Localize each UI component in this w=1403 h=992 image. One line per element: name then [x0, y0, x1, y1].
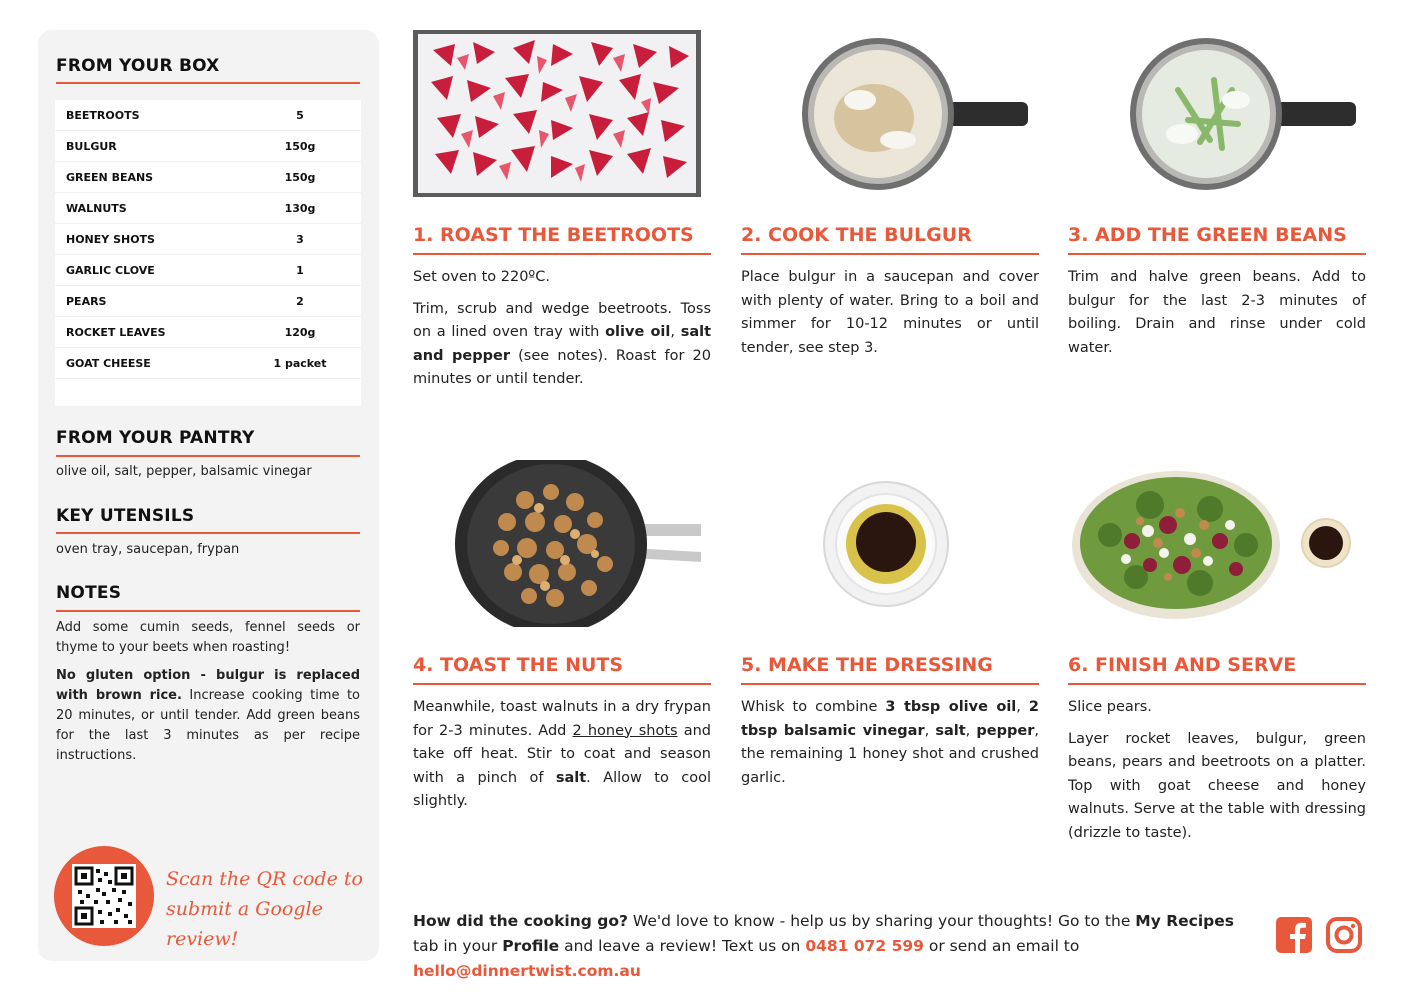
step-4-text: . Allow to cool slightly. [413, 769, 711, 809]
step-4-rule [413, 683, 711, 685]
bulgur-saucepan-image [790, 30, 1030, 197]
pantry-text: olive oil, salt, pepper, balsamic vinegar [56, 464, 312, 479]
table-row [55, 348, 361, 379]
table-row [55, 224, 361, 255]
step-6-body [1068, 696, 1366, 853]
ingredient-name: HONEY SHOTS [66, 232, 155, 246]
step-2-body [741, 266, 1039, 368]
pantry-heading: FROM YOUR PANTRY [56, 428, 255, 448]
step-4-text: and take off heat. Stir to coat and season with a pinch of [413, 722, 711, 786]
ingredient-name: GOAT CHEESE [66, 356, 151, 370]
ingredient-qty: 120g [284, 325, 316, 339]
notes-gluten-detail: Increase cooking time to 20 minutes, or until tender. Add green beans for the last 3 minutes as per recipe instructions. [56, 688, 360, 763]
notes-heading-rule [56, 610, 360, 612]
step-1-text: Trim, scrub and wedge beetroots. Toss on a lined oven tray with [413, 300, 711, 340]
step-3-title: 3. ADD THE GREEN BEANS [1068, 224, 1347, 246]
footer-phone-link[interactable]: 0481 072 599 [805, 937, 924, 955]
step-1-paragraph-2 [413, 298, 711, 392]
step-5-rule [741, 683, 1039, 685]
ingredient-qty: 2 [296, 294, 304, 308]
step-5-body [741, 696, 1039, 798]
qr-code-icon[interactable] [72, 864, 136, 928]
step-5-text: Whisk to combine [741, 699, 886, 715]
step-1-olive-oil: olive oil [605, 324, 671, 340]
notes-gluten-option: No gluten option - bulgur is replaced with brown rice. [56, 668, 360, 703]
utensils-heading-rule [56, 532, 360, 534]
notes-text [56, 618, 360, 774]
step-6-paragraph-1: Slice pears. [1068, 699, 1152, 715]
step-5-olive-oil: 3 tbsp olive oil [885, 699, 1017, 715]
qr-caption-line-2: submit a Google review! [166, 898, 323, 950]
step-5-title: 5. MAKE THE DRESSING [741, 654, 993, 676]
step-4-paragraph-1 [413, 696, 711, 814]
footer-email-link[interactable]: hello@dinnertwist.com.au [413, 962, 641, 980]
step-5-pepper: pepper [976, 722, 1035, 739]
ingredient-qty: 3 [296, 232, 304, 246]
step-4-text: Meanwhile, toast walnuts in a dry frypan for 2-3 minutes. Add [413, 699, 711, 739]
step-5-salt: salt [935, 722, 966, 739]
table-row [55, 193, 361, 224]
ingredient-name: WALNUTS [66, 201, 127, 215]
step-1-title: 1. ROAST THE BEETROOTS [413, 224, 694, 246]
ingredient-qty: 150g [284, 139, 316, 153]
step-5-text: , the remaining 1 honey shot and crushed garlic. [741, 722, 1039, 786]
step-4-body [413, 696, 711, 822]
step-3-rule [1068, 253, 1366, 255]
step-2-title: 2. COOK THE BULGUR [741, 224, 972, 246]
box-heading-rule [56, 82, 360, 84]
box-heading: FROM YOUR BOX [56, 56, 220, 76]
table-row [55, 286, 361, 317]
notes-paragraph-1: Add some cumin seeds, fennel seeds or thyme to your beets when roasting! [56, 620, 360, 655]
ingredient-name: PEARS [66, 294, 107, 308]
notes-heading: NOTES [56, 583, 122, 603]
step-5-balsamic: 2 tbsp balsamic vinegar [741, 699, 1039, 739]
table-row [55, 162, 361, 193]
review-footer [413, 909, 1263, 984]
ingredient-name: GARLIC CLOVE [66, 263, 155, 277]
step-1-salt-pepper: salt and pepper [413, 324, 712, 364]
utensils-heading: KEY UTENSILS [56, 506, 195, 526]
step-4-salt: salt [555, 769, 587, 786]
step-1-paragraph-1: Set oven to 220ºC. [413, 269, 550, 285]
ingredient-name: ROCKET LEAVES [66, 325, 166, 339]
step-5-text: , [924, 722, 936, 739]
step-2-paragraph-1: Place bulgur in a saucepan and cover with plenty of water. Bring to a boil and simmer for 10-12 minutes or until tender, see step 3. [741, 269, 1039, 356]
step-1-rule [413, 253, 711, 255]
footer-question: How did the cooking go? [413, 912, 628, 930]
green-beans-saucepan-image [1118, 30, 1358, 197]
step-4-honey-shots: 2 honey shots [572, 722, 678, 739]
step-5-text: , [1016, 699, 1029, 715]
facebook-icon[interactable] [1275, 916, 1313, 954]
qr-caption-line-1: Scan the QR code to [166, 868, 363, 890]
ingredient-qty: 5 [296, 108, 304, 122]
qr-badge[interactable] [54, 846, 154, 946]
ingredient-name: BULGUR [66, 139, 117, 153]
footer-text: or send an email to [923, 937, 1080, 955]
sidebar [38, 30, 379, 961]
step-6-title: 6. FINISH AND SERVE [1068, 654, 1297, 676]
utensils-text: oven tray, saucepan, frypan [56, 542, 240, 557]
table-row [55, 317, 361, 348]
footer-text: tab in your [413, 937, 503, 955]
step-5-text: , [965, 722, 977, 739]
ingredient-qty: 1 [296, 263, 304, 277]
instagram-icon[interactable] [1325, 916, 1363, 954]
footer-text: We'd love to know - help us by sharing your thoughts! Go to the [627, 912, 1136, 930]
beetroots-tray-image [413, 30, 701, 197]
ingredient-qty: 130g [284, 201, 316, 215]
step-1-text: (see notes). Roast for 20 minutes or until tender. [413, 347, 711, 387]
step-4-title: 4. TOAST THE NUTS [413, 654, 624, 676]
dressing-bowl-image [822, 480, 950, 608]
step-6-rule [1068, 683, 1366, 685]
table-row [55, 255, 361, 286]
step-5-paragraph-1 [741, 696, 1039, 790]
table-row [55, 100, 361, 131]
pantry-heading-rule [56, 455, 360, 457]
step-1-text: , [670, 324, 681, 340]
ingredients-table [55, 100, 361, 406]
table-row [55, 131, 361, 162]
ingredient-name: GREEN BEANS [66, 170, 154, 184]
footer-profile: Profile [502, 937, 560, 955]
walnuts-frypan-image [455, 460, 701, 627]
notes-paragraph-2 [56, 666, 360, 766]
ingredient-name: BEETROOTS [66, 108, 140, 122]
step-1-body [413, 266, 711, 400]
step-3-paragraph-1: Trim and halve green beans. Add to bulgur for the last 2-3 minutes of boiling. Drain and rinse under cold water. [1068, 269, 1366, 356]
ingredient-qty: 150g [284, 170, 316, 184]
ingredient-qty: 1 packet [273, 356, 327, 370]
step-3-body [1068, 266, 1366, 368]
footer-my-recipes: My Recipes [1135, 912, 1234, 930]
qr-caption [166, 864, 379, 954]
step-2-rule [741, 253, 1039, 255]
step-6-paragraph-2: Layer rocket leaves, bulgur, green beans, pears and beetroots on a platter. Top with goat cheese and honey walnuts. Serve at the table with dressing (drizzle to taste). [1068, 730, 1366, 841]
footer-text: and leave a review! Text us on [559, 937, 806, 955]
salad-platter-image [1070, 465, 1360, 625]
